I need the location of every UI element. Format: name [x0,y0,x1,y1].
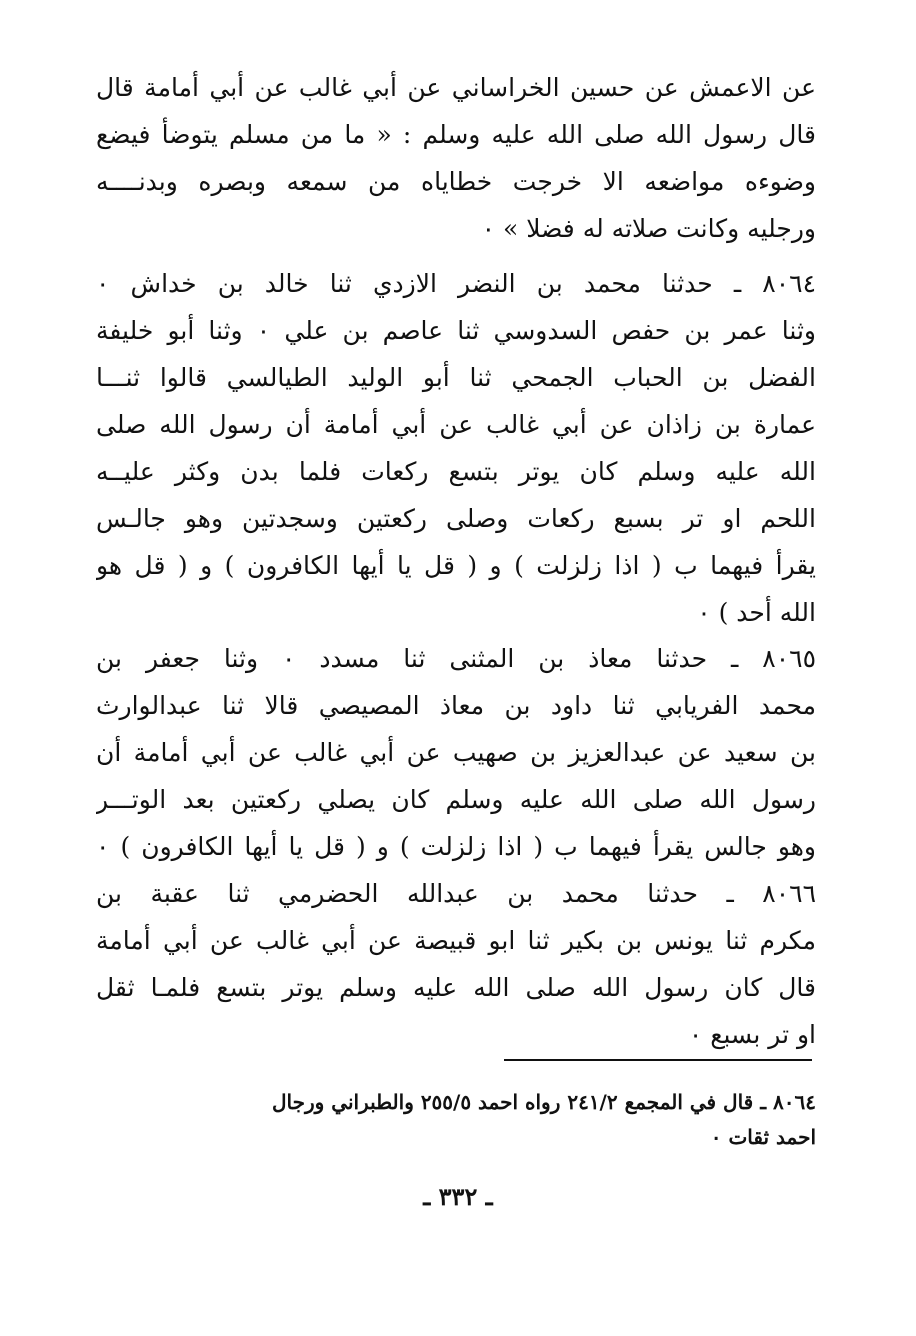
text-line: عن الاعمش عن حسين الخراساني عن أبي غالب عن أبي أمامة قال [96,73,816,102]
text-line: الله عليه وسلم كان يوتر بتسع ركعات فلما بدن وكثر عليــه [96,457,816,486]
text-line: مكرم ثنا يونس بن بكير ثنا ابو قبيصة عن أبي غالب عن أبي أمامة [96,926,816,955]
text-line: قال كان رسول الله صلى الله عليه وسلم يوتر بتسع فلمـا ثقل [96,973,816,1002]
text-line: او تر بسبع ٠ [688,1020,816,1049]
paragraph-1 [96,64,816,252]
hadith-8065 [96,635,816,870]
text-line: ورجليه وكانت صلاته له فضلا » ٠ [481,214,816,243]
text-line: محمد الفريابي ثنا داود بن معاذ المصيصي قالا ثنا عبدالوارث [96,691,816,720]
text-line: رسول الله صلى الله عليه وسلم كان يصلي ركعتين بعد الوتـــر [96,785,816,814]
text-line: الله أحد ) ٠ [697,598,816,627]
hadith-8064 [96,260,816,636]
page-number: ـ ٣٣٢ ـ [423,1182,493,1211]
footnote-line: احمد ثقات ٠ [710,1125,816,1149]
text-line: ٨٠٦٦ ـ حدثنا محمد بن عبدالله الحضرمي ثنا عقبة بن [96,879,816,908]
text-line: وثنا عمر بن حفص السدوسي ثنا عاصم بن علي ٠ وثنا أبو خليفة [96,316,816,345]
text-line: ٨٠٦٥ ـ حدثنا معاذ بن المثنى ثنا مسدد ٠ وثنا جعفر بن [96,644,816,673]
text-line: وضوءه مواضعه الا خرجت خطاياه من سمعه وبصره وبدنــــه [96,167,816,196]
footnote [96,1085,816,1155]
hadith-8066 [96,870,816,1058]
footnote-line: ٨٠٦٤ ـ قال في المجمع ٢٤١/٢ رواه احمد ٢٥٥/٥ والطبراني ورجال [272,1090,816,1114]
text-line: يقرأ فيهما ب ( اذا زلزلت ) و ( قل يا أيها الكافرون ) و ( قل هو [96,551,816,580]
text-line: قال رسول الله صلى الله عليه وسلم : « ما من مسلم يتوضأ فيضع [96,120,816,149]
footnote-divider [504,1059,812,1061]
text-line: وهو جالس يقرأ فيهما ب ( اذا زلزلت ) و ( قل يا أيها الكافرون ) ٠ [96,832,816,861]
text-line: بن سعيد عن عبدالعزيز بن صهيب عن أبي غالب عن أبي أمامة أن [96,738,816,767]
text-line: اللحم او تر بسبع ركعات وصلى ركعتين وسجدتين وهو جالـس [96,504,816,533]
text-line: الفضل بن الحباب الجمحي ثنا أبو الوليد الطيالسي قالوا ثنـــا [96,363,816,392]
text-line: عمارة بن زاذان عن أبي غالب عن أبي أمامة أن رسول الله صلى [96,410,816,439]
text-line: ٨٠٦٤ ـ حدثنا محمد بن النضر الازدي ثنا خالد بن خداش ٠ [96,269,816,298]
